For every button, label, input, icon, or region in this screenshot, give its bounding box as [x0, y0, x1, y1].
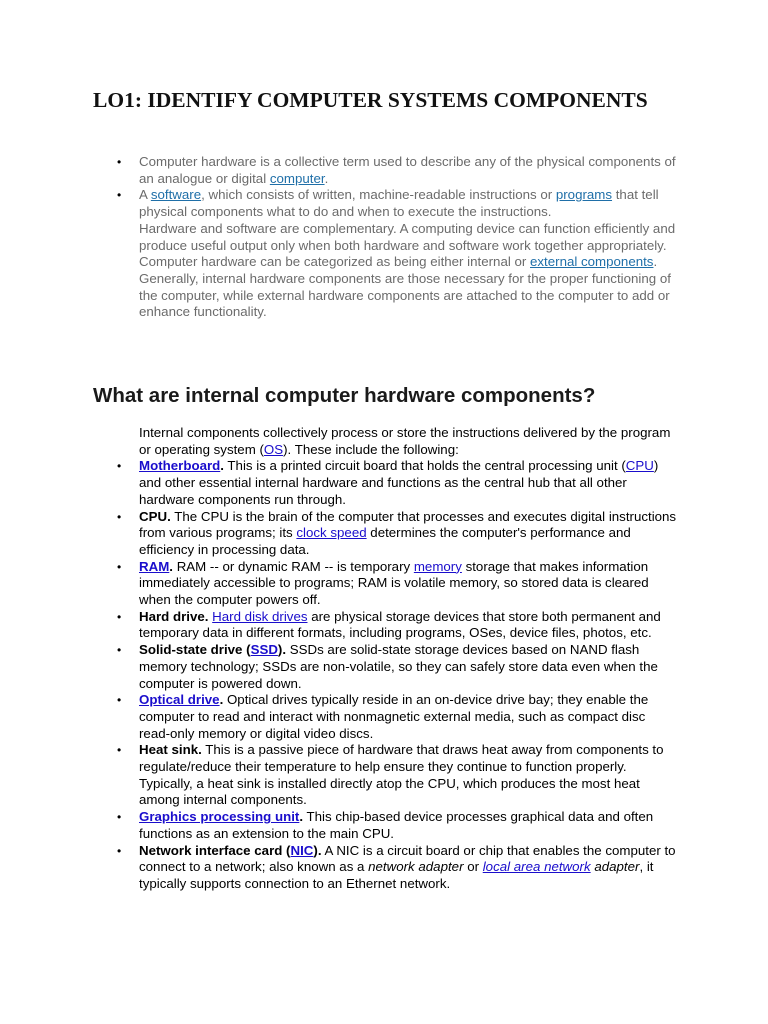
link-computer[interactable]: computer: [269, 170, 325, 186]
link-nic[interactable]: NIC: [290, 842, 314, 858]
list-item-gpu: • Graphics processing unit. This chip-based device processes graphical data and often functions as an extension to the main CPU.: [117, 809, 654, 841]
intro-categorized: Computer hardware can be categorized as being either internal or external components. Generally, internal hardware components are those necessary for the proper functioning of the computer, while external hardware components are attached to the computer to add or enhance functionality.: [139, 254, 671, 320]
bullet-icon: •: [117, 743, 122, 758]
bullet-icon: •: [117, 188, 122, 203]
section-intro: Internal components collectively process or store the instructions delivered by the program or operating system (OS). These include the following:: [139, 425, 671, 457]
link-motherboard[interactable]: Motherboard: [139, 458, 221, 474]
link-cpu[interactable]: CPU: [625, 458, 654, 474]
bullet-icon: •: [117, 155, 122, 169]
components-list: [117, 458, 679, 892]
bullet-icon: •: [117, 810, 122, 825]
intro-item-software: • A software, which consists of written, machine-readable instructions or programs that tell physical components what to do and when to execute the instructions.: [117, 187, 659, 220]
internal-components-section: [117, 425, 679, 893]
bullet-icon: •: [117, 609, 122, 624]
link-ram[interactable]: RAM: [139, 558, 170, 574]
list-item-optical-drive: • Optical drive. Optical drives typically reside in an on-device drive bay; they enable the computer to read and interact with nonmagnetic external media, such as compact disc read-only memory or digital video discs.: [117, 692, 649, 741]
list-item-cpu: • CPU. The CPU is the brain of the computer that processes and executes digital instructions from various programs; its clock speed determines the computer's performance and efficiency in processing data.: [117, 508, 677, 557]
link-programs[interactable]: programs: [555, 187, 613, 203]
bullet-icon: •: [117, 559, 122, 574]
link-optical-drive[interactable]: Optical drive: [139, 692, 220, 708]
intro-section: [117, 154, 679, 321]
link-os[interactable]: OS: [263, 441, 284, 457]
bullet-icon: •: [117, 509, 122, 524]
bullet-icon: •: [117, 693, 122, 708]
link-hard-disk-drives[interactable]: Hard disk drives: [212, 608, 308, 624]
list-item-ssd: • Solid-state drive (SSD). SSDs are solid-state storage devices based on NAND flash memory technology; SSDs are non-volatile, so they can safely store data even when the computer is powered down.: [117, 642, 658, 691]
link-external-components[interactable]: external components: [530, 254, 654, 270]
bullet-icon: •: [117, 459, 122, 474]
section-heading: What are internal computer hardware components?: [93, 384, 596, 407]
bullet-icon: •: [117, 843, 122, 858]
link-graphics-processing-unit[interactable]: Graphics processing unit: [139, 809, 300, 825]
link-software[interactable]: software: [150, 187, 202, 203]
bullet-icon: •: [117, 643, 122, 658]
intro-item-hardware: • Computer hardware is a collective term used to describe any of the physical components of an analogue or digital computer.: [117, 154, 676, 186]
list-item-hard-drive: • Hard drive. Hard disk drives are physical storage devices that store both permanent and temporary data in different formats, including programs, OSes, device files, photos, etc.: [117, 608, 661, 641]
link-memory[interactable]: memory: [413, 558, 462, 574]
list-item-ram: • RAM. RAM -- or dynamic RAM -- is temporary memory storage that makes information immediately accessible to programs; RAM is volatile memory, so stored data is cleared when the computer powers off.: [117, 558, 649, 608]
link-ssd[interactable]: SSD: [250, 642, 278, 658]
list-item-nic: • Network interface card (NIC). A NIC is a circuit board or chip that enables the computer to connect to a network; also known as a network adapter or local area network adapter, it typically supports connection to an Ethernet network.: [117, 842, 676, 891]
link-clock-speed[interactable]: clock speed: [296, 525, 367, 541]
list-item-motherboard: • Motherboard. This is a printed circuit board that holds the central processing unit (CPU) and other essential internal hardware and functions as the central hub that all other hardware components run through.: [117, 458, 659, 507]
link-local-area-network[interactable]: local area network: [482, 859, 591, 875]
list-item-heat-sink: • Heat sink. This is a passive piece of hardware that draws heat away from components to regulate/reduce their temperature to help ensure they continue to function properly. Typically, a heat sink is installed directly atop the CPU, which produces the most heat among internal components.: [117, 742, 664, 808]
intro-complementary: Hardware and software are complementary. A computing device can function efficiently and produce useful output only when both hardware and software work together appropriately.: [139, 220, 676, 253]
page-title: LO1: IDENTIFY COMPUTER SYSTEMS COMPONENTS: [93, 88, 648, 112]
